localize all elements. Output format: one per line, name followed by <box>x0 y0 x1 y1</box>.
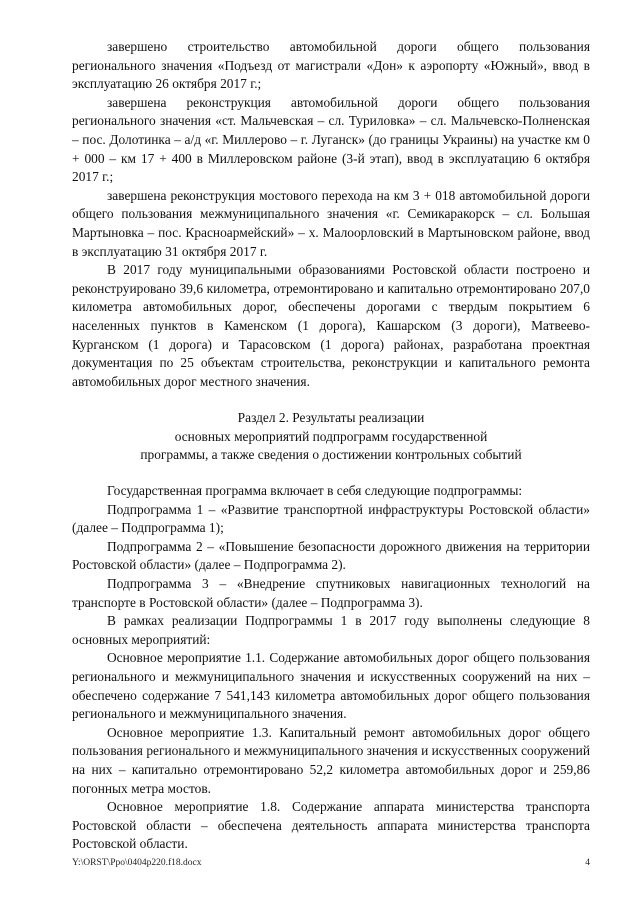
document-body <box>72 38 590 854</box>
footer-file-path: Y:\ORST\Ppo\0404p220.f18.docx <box>72 858 202 868</box>
page-number: 4 <box>585 858 590 868</box>
paragraph-subprograms-intro: Государственная программа включает в себя следующие подпрограммы: <box>107 483 523 499</box>
paragraph-subprogram-3: Подпрограмма 3 – «Внедрение спутниковых навигационных технологий на транспорте в Ростовской области» (далее – Подпрограмма 3). <box>72 576 590 610</box>
paragraph-activity-1-8: Основное мероприятие 1.8. Содержание аппарата министерства транспорта Ростовской области – обеспечена деятельность аппарата министерства транспорта Ростовской области. <box>72 799 590 852</box>
paragraph-bridge-reconstruction: завершена реконструкция мостового перехода на км 3 + 018 автомобильной дороги общего пользования межмуниципального значения «г. Семикаракорск – сл. Большая Мартыновка – пос. Красноармейский» – х. Малоорловский в Мартыновском районе, ввод в эксплуатацию 31 октября 2017 г. <box>72 187 590 259</box>
paragraph-subprogram-2: Подпрограмма 2 – «Повышение безопасности дорожного движения на территории Ростовской области» (далее – Подпрограмма 2). <box>72 538 590 573</box>
paragraph-municipal-results: В 2017 году муниципальными образованиями Ростовской области построено и реконструировано 39,6 километра, отремонтировано и капитально отремонтировано 207,0 километра автомобильных дорог, обеспечены дорогами с твердым покрытием 6 населенных пунктов в Каменском (1 дорога), Кашарском (3 дороги), Матвеево-Курганском (1 дорога) и Тарасовском (1 дорога) районах, разработана проектная документация по 25 объектам строительства, реконструкции и капитального ремонта автомобильных дорог местного значения. <box>72 262 590 389</box>
section-heading-line-2: основных мероприятий подпрограмм государственной <box>174 428 488 444</box>
section-heading <box>72 409 590 465</box>
paragraph-airport-road: завершено строительство автомобильной дороги общего пользования регионального значения «Подъезд от магистрали «Дон» к аэропорту «Южный», ввод в эксплуатацию 26 октября 2017 г.; <box>72 39 590 92</box>
page-footer <box>72 858 590 868</box>
paragraph-subprogram-1: Подпрограмма 1 – «Развитие транспортной инфраструктуры Ростовской области» (далее – Подпрограмма 1); <box>72 501 590 536</box>
paragraph-activity-1-3: Основное мероприятие 1.3. Капитальный ремонт автомобильных дорог общего пользования регионального и межмуниципального значения и искусственных сооружений на них – капитально отремонтировано 52,2 километра автомобильных дорог и 259,86 погонных метра мостов. <box>72 724 590 796</box>
section-heading-line-1: Раздел 2. Результаты реализации <box>237 410 425 426</box>
paragraph-main-activities-intro: В рамках реализации Подпрограммы 1 в 2017 году выполнены следующие 8 основных мероприятий: <box>72 613 590 647</box>
paragraph-activity-1-1: Основное мероприятие 1.1. Содержание автомобильных дорог общего пользования регионального и межмуниципального значения и искусственных сооружений на них – обеспечено содержание 7 541,143 километра автомобильных дорог общего пользования регионального и межмуниципального значения. <box>72 650 590 722</box>
section-heading-line-3: программы, а также сведения о достижении контрольных событий <box>140 447 522 463</box>
paragraph-malchevskaya-road: завершена реконструкция автомобильной дороги общего пользования регионального значения «ст. Мальчевская – сл. Туриловка» – сл. Мальчевско-Полненская – пос. Долотинка – а/д «г. Миллерово – г. Луганск» (до границы Украины) на участке км 0 + 000 – км 17 + 400 в Миллеровском районе (3-й этап), ввод в эксплуатацию 6 октября 2017 г.; <box>72 94 590 185</box>
